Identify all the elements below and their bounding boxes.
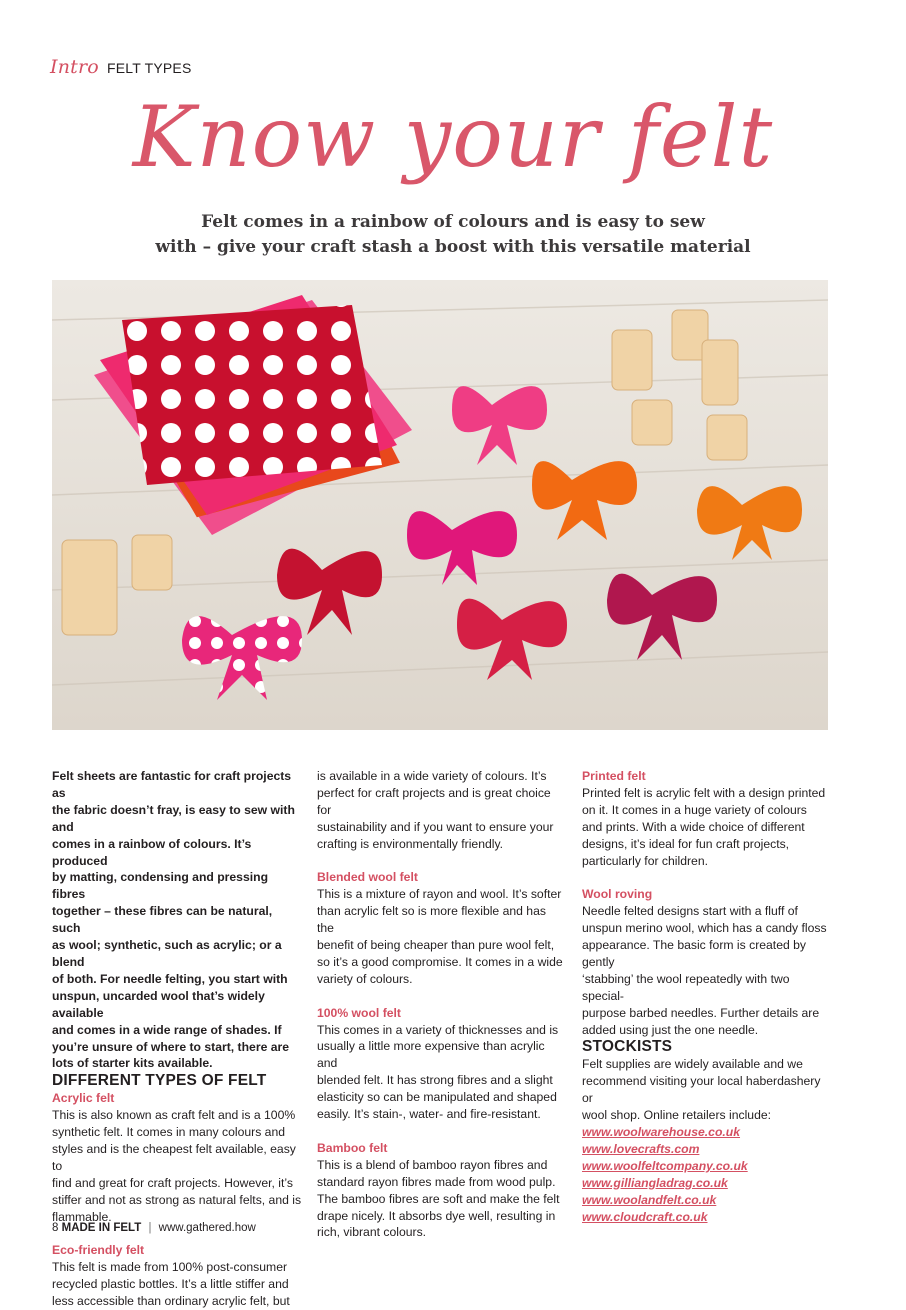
text-line: unspun, uncarded wool that’s widely available — [52, 988, 265, 1020]
eco-paragraph — [52, 1259, 302, 1310]
subheading-blended: Blended wool felt — [317, 870, 418, 885]
text-line: The bamboo fibres are soft and make the felt — [317, 1191, 560, 1206]
subheading-acrylic: Acrylic felt — [52, 1091, 115, 1106]
roving-paragraph — [582, 903, 832, 1038]
text-line: by matting, condensing and pressing fibres — [52, 870, 269, 902]
text-line: recycled plastic bottles. It’s a little stiffer and — [52, 1277, 289, 1292]
text-line: elasticity so can be manipulated and shaped — [317, 1090, 557, 1105]
magazine-name: MADE IN FELT — [61, 1222, 142, 1234]
stockist-link[interactable]: www.lovecrafts.com — [582, 1142, 700, 1157]
text-line: than acrylic felt so is more flexible and has the — [317, 904, 546, 936]
section-heading-felt-types: DIFFERENT TYPES OF FELT — [52, 1072, 267, 1090]
text-line: ‘stabbing’ the wool repeatedly with two special- — [582, 971, 790, 1003]
blended-paragraph — [317, 886, 565, 987]
text-line: appearance. The basic form is created by gently — [582, 938, 807, 969]
standfirst-line: Felt comes in a rainbow of colours and is easy to sew — [201, 212, 705, 232]
text-line: usually a little more expensive than acrylic and — [317, 1039, 545, 1071]
text-line: find and great for craft projects. However, it’s — [52, 1175, 293, 1190]
text-line: Felt supplies are widely available and we — [582, 1057, 803, 1072]
section-kicker — [50, 56, 191, 78]
text-line: rich, vibrant colours. — [317, 1225, 427, 1240]
subheading-bamboo: Bamboo felt — [317, 1140, 388, 1155]
subheading-eco: Eco-friendly felt — [52, 1243, 145, 1258]
text-line: This is a mixture of rayon and wool. It’s softer — [317, 887, 562, 902]
text-line: the fabric doesn’t fray, is easy to sew with and — [52, 802, 295, 834]
bamboo-paragraph — [317, 1157, 565, 1242]
text-line: perfect for craft projects and is great choice for — [317, 785, 551, 817]
text-line: together – these fibres can be natural, such — [52, 904, 273, 936]
standfirst-line: with – give your craft stash a boost with this versatile material — [155, 237, 751, 257]
subheading-printed: Printed felt — [582, 769, 646, 783]
subheading-wool: 100% wool felt — [317, 1005, 401, 1020]
text-line: as wool; synthetic, such as acrylic; or a blend — [52, 938, 282, 969]
stockist-link[interactable]: www.woolfeltcompany.co.uk — [582, 1158, 748, 1173]
text-line: and comes in a wide range of shades. If — [52, 1022, 282, 1037]
standfirst — [120, 210, 786, 260]
column-3 — [582, 768, 832, 1226]
text-line: blended felt. It has strong fibres and a slight — [317, 1073, 553, 1088]
text-line: is available in a wide variety of colours. It’s — [317, 769, 547, 783]
text-line: recommend visiting your local haberdashery or — [582, 1074, 821, 1106]
text-line: added using just the one needle. — [582, 1022, 759, 1037]
acrylic-paragraph — [52, 1107, 302, 1225]
section-heading-stockists: STOCKISTS — [582, 1038, 673, 1056]
text-line: Printed felt is acrylic felt with a design printed — [582, 785, 826, 800]
text-line: you’re unsure of where to start, there are — [52, 1039, 290, 1054]
text-line: unspun merino wool, which has a candy floss — [582, 921, 827, 936]
text-line: particularly for children. — [582, 853, 708, 868]
text-line: stiffer and not as strong as natural felts, and is — [52, 1192, 302, 1207]
stockist-link[interactable]: www.woolandfelt.co.uk — [582, 1192, 717, 1207]
text-line: on it. It comes in a huge variety of colours — [582, 802, 807, 817]
kicker-section: FELT TYPES — [107, 60, 192, 76]
text-line: wool shop. Online retailers include: — [582, 1108, 772, 1123]
page-headline: Know your felt — [132, 88, 774, 186]
text-line: synthetic felt. It comes in many colours and — [52, 1125, 286, 1140]
wool-paragraph — [317, 1022, 565, 1123]
text-line: of both. For needle felting, you start with — [52, 971, 288, 986]
stockist-link[interactable]: www.gilliangladrag.co.uk — [582, 1175, 728, 1190]
footer-separator: | — [148, 1222, 152, 1234]
footer-url: www.gathered.how — [158, 1222, 256, 1234]
felt-bows-photo — [52, 280, 828, 730]
subheading-roving: Wool roving — [582, 887, 653, 902]
eco-paragraph-continued — [317, 768, 565, 853]
column-2 — [317, 768, 565, 1241]
text-line: This is also known as craft felt and is a 100% — [52, 1108, 296, 1123]
stockist-link[interactable]: www.cloudcraft.co.uk — [582, 1209, 708, 1224]
stockist-link[interactable]: www.woolwarehouse.co.uk — [582, 1125, 741, 1140]
text-line: flammable. — [52, 1209, 112, 1224]
text-line: This felt is made from 100% post-consumer — [52, 1260, 288, 1275]
text-line: This is a blend of bamboo rayon fibres and — [317, 1157, 548, 1172]
text-line: styles and is the cheapest felt available, easy to — [52, 1142, 296, 1173]
intro-paragraph — [52, 768, 302, 1072]
text-line: standard rayon fibres made from wood pulp. — [317, 1174, 556, 1189]
text-line: drape nicely. It absorbs dye well, resulting in — [317, 1208, 556, 1223]
text-line: less accessible than ordinary acrylic felt, but — [52, 1294, 290, 1309]
printed-paragraph — [582, 785, 832, 870]
text-line: This comes in a variety of thicknesses and is — [317, 1022, 559, 1037]
text-line: variety of colours. — [317, 971, 413, 986]
kicker-intro: Intro — [50, 56, 99, 78]
text-line: sustainability and if you want to ensure your — [317, 819, 554, 834]
text-line: benefit of being cheaper than pure wool felt, — [317, 938, 555, 953]
stockist-links — [582, 1124, 832, 1225]
text-line: easily. It’s stain-, water- and fire-resistant. — [317, 1107, 541, 1122]
text-line: purpose barbed needles. Further details are — [582, 1005, 820, 1020]
text-line: so it’s a good compromise. It comes in a wide — [317, 954, 563, 969]
stockists-paragraph — [582, 1056, 832, 1124]
text-line: comes in a rainbow of colours. It’s produced — [52, 836, 252, 868]
text-line: crafting is environmentally friendly. — [317, 836, 504, 851]
text-line: Felt sheets are fantastic for craft projects as — [52, 769, 292, 800]
text-line: and prints. With a wide choice of different — [582, 819, 805, 834]
page-footer — [52, 1222, 256, 1234]
text-line: lots of starter kits available. — [52, 1056, 213, 1071]
text-line: Needle felted designs start with a fluff of — [582, 904, 798, 919]
page-number: 8 — [52, 1222, 59, 1234]
text-line: designs, it’s ideal for fun craft projects, — [582, 836, 790, 851]
